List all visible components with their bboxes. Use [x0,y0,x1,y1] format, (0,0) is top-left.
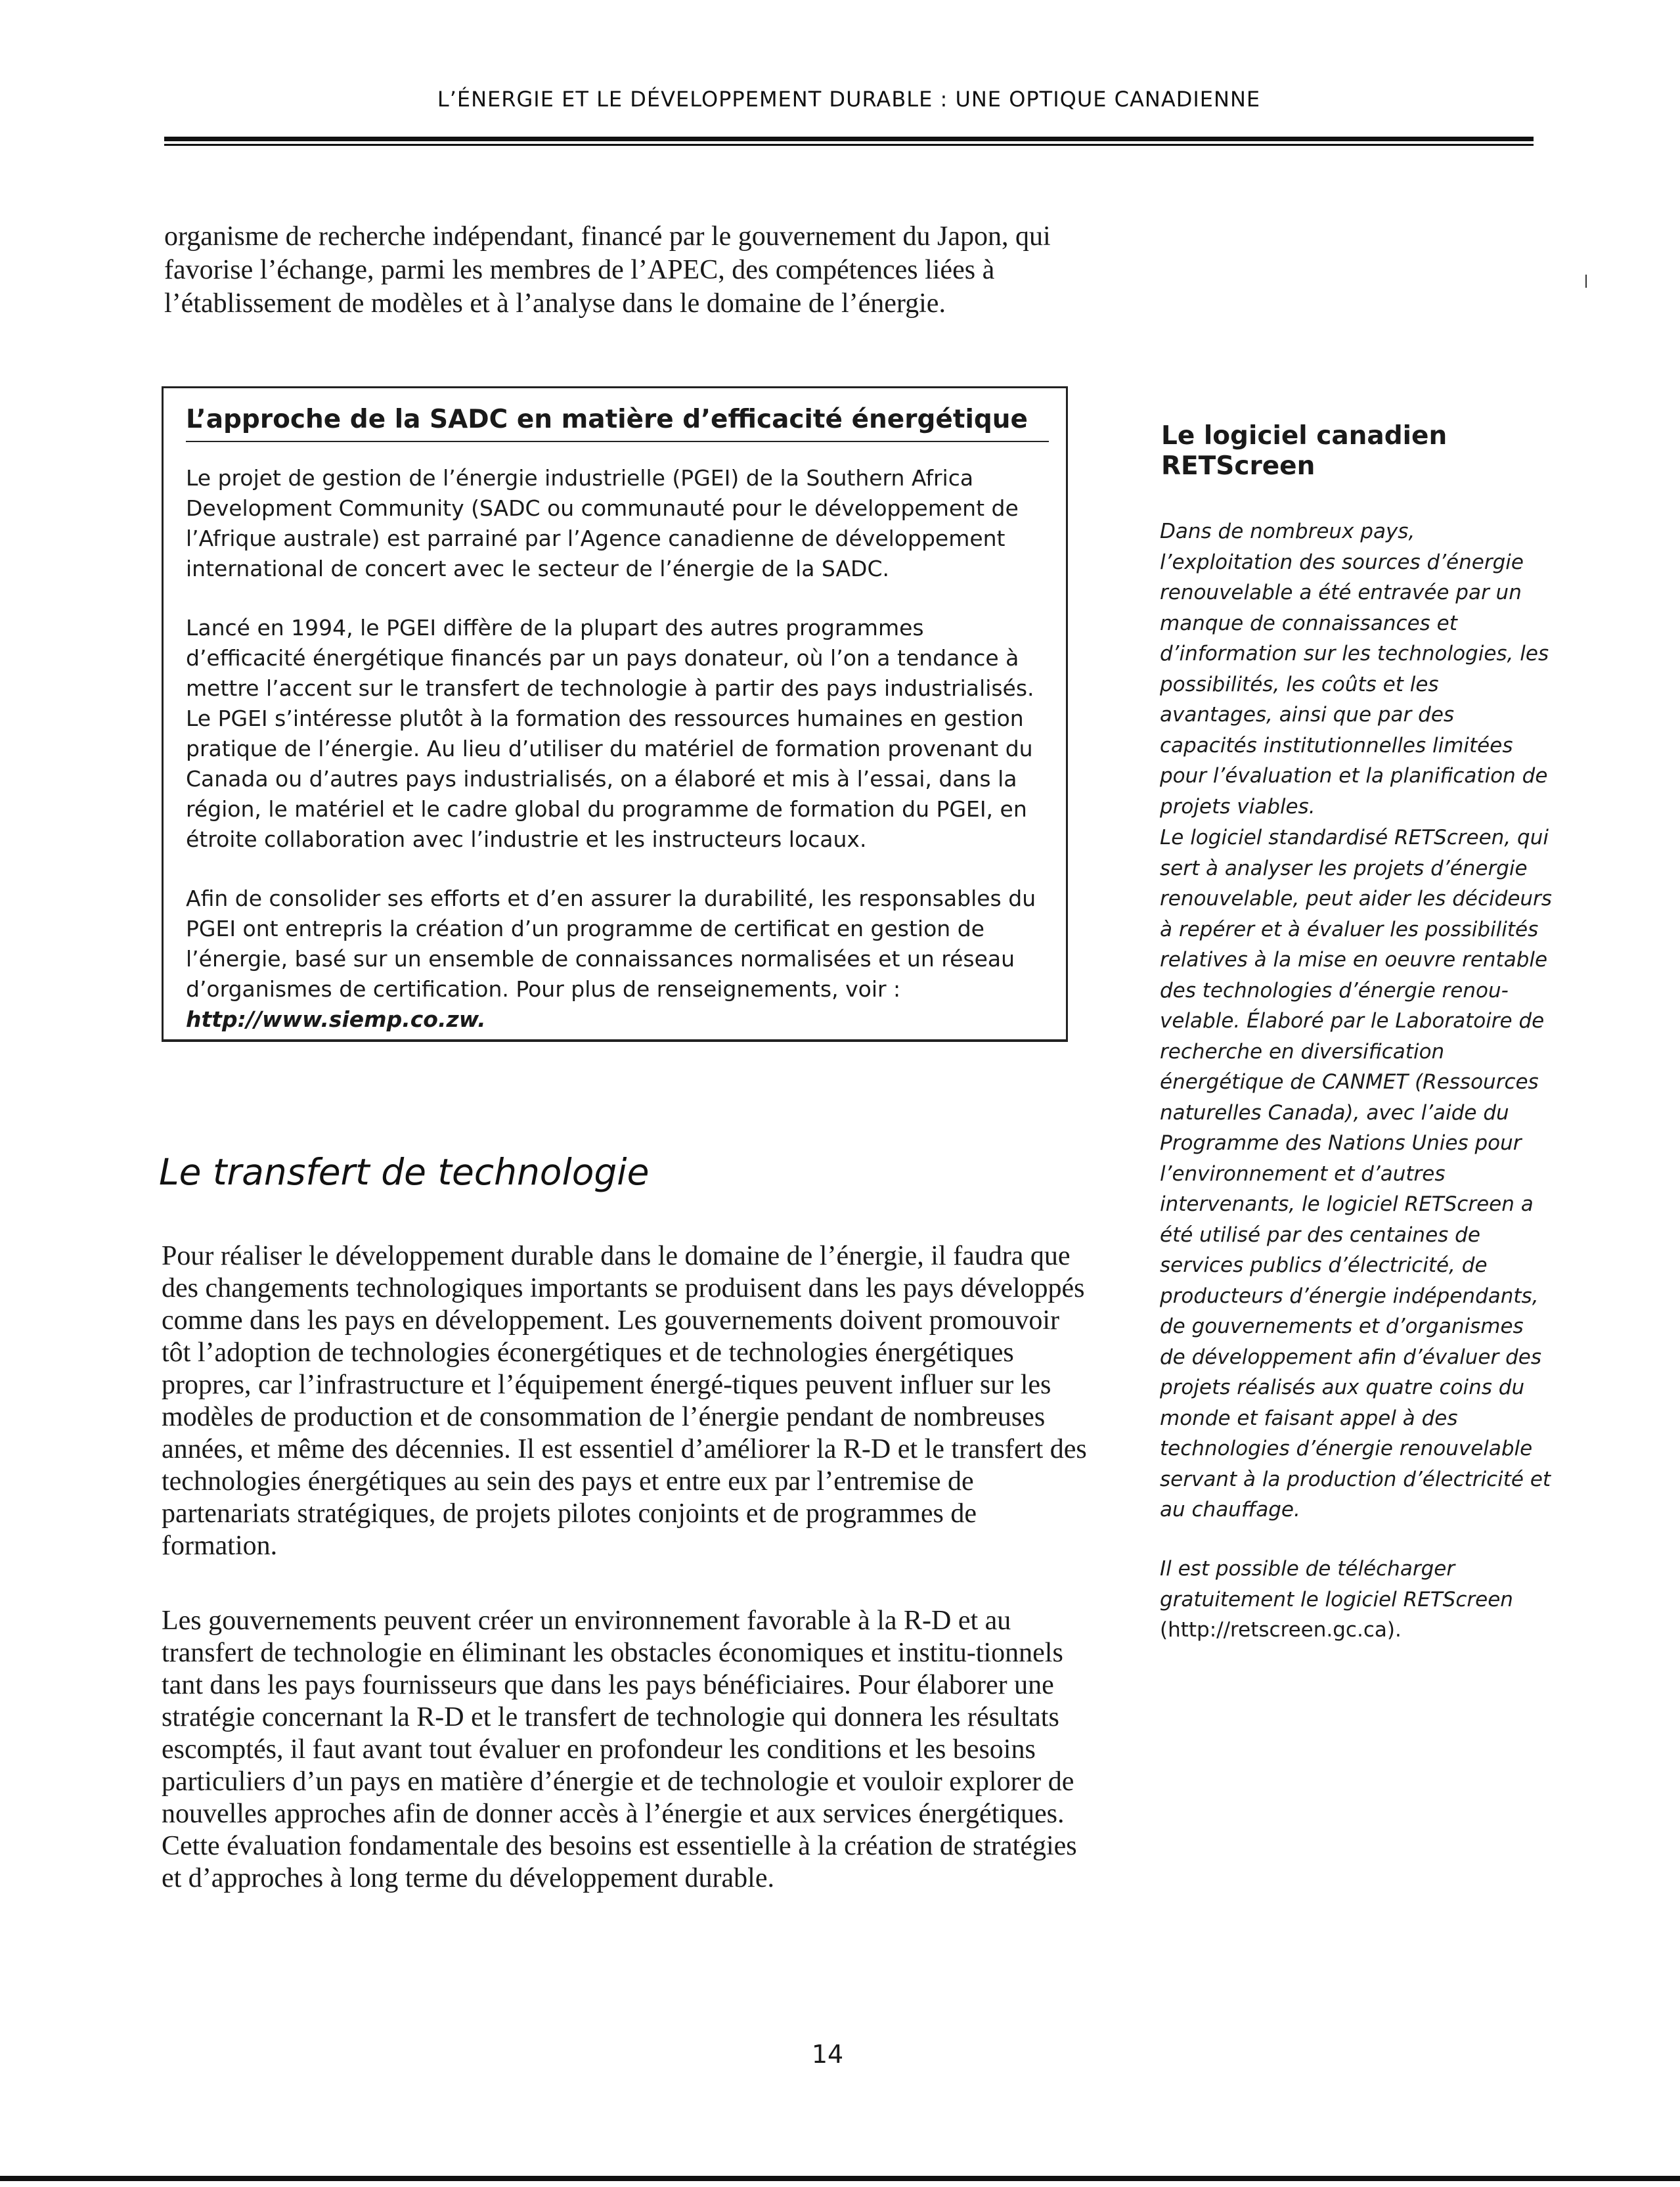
section-paragraph-2: Les gouvernements peuvent créer un environnement favorable à la R-D et au transfert de technologie en éliminant les obstacles économiques et institu-tionnels tant dans les pays fournisseurs que dans les pays bénéficiaires. Pour élaborer une stratégie concernant la R-D et le transfert de technologie qui donnera les résultats escomptés, il faut avant tout évaluer en profondeur les conditions et les besoins particuliers d’un pays en matière d’énergie et de technologie et vouloir explorer de nouvelles approches afin de donner accès à l’énergie et aux services énergétiques. Cette évaluation fondamentale des besoins est essentielle à la création de stratégies et d’approches à long terme du développement durable. [162,1606,1077,1893]
sidebar-title: Le logiciel canadien RETScreen [1161,421,1448,481]
intro-paragraph: organisme de recherche indépendant, financé par le gouvernement du Japon, qui favorise l’échange, parmi les membres de l’APEC, des compétences liées à l’établissement de modèles et à l’analyse dans le domaine de l’énergie. [164,221,1051,319]
sidebar-paragraph-3-text: Il est possible de télécharger gratuitement le logiciel RETScreen [1160,1557,1513,1612]
box-paragraph-3 [186,884,1049,1035]
sidebar-paragraph-1: Dans de nombreux pays, l’exploitation des sources d’énergie renouvelable a été entravée par un manque de connaissances et d’information sur les technologies, les possibilités, les coûts et les avantages, ainsi que par des capacités institutionnelles limitées pour l’évaluation et la planification de projets viables. [1160,520,1549,819]
section-paragraph-1: Pour réaliser le développement durable dans le domaine de l’énergie, il faudra que des changements technologiques importants se produisent dans les pays développés comme dans les pays en développement. Les gouvernements doivent promouvoir tôt l’adoption de technologies éconergétiques et de technologies énergétiques propres, car l’infrastructure et l’équipement énergé-tiques peuvent influer sur les modèles de production et de consommation de l’énergie pendant de nombreuses années, et même des décennies. Il est essentiel d’améliorer la R-D et le transfert des technologies énergétiques au sein des pays et entre eux par l’entremise de partenariats stratégiques, de projets pilotes conjoints et de programmes de formation. [162,1241,1087,1561]
bottom-rule [0,2176,1680,2181]
box-paragraph-2: Lancé en 1994, le PGEI diffère de la plupart des autres programmes d’efficacité énergétique financés par un pays donateur, où l’on a tendance à mettre l’accent sur le transfert de technologie à partir des pays industrialisés. Le PGEI s’intéresse plutôt à la formation des ressources humaines en gestion pratique de l’énergie. Au lieu d’utiliser du matériel de formation provenant du Canada ou d’autres pays industrialisés, on a élaboré et mis à l’essai, dans la région, le matériel et le cadre global du programme de formation du PGEI, en étroite collaboration avec l’industrie et les instructeurs locaux. [186,615,1034,852]
margin-mark [1585,275,1587,288]
sadc-box [162,386,1068,1042]
section-heading: Le transfert de technologie [159,1151,650,1193]
page-number: 14 [811,2040,844,2069]
header-rule-thin [164,144,1534,146]
header-rule [164,137,1534,141]
box-title: L’approche de la SADC en matière d’efficacité énergétique [186,403,1049,442]
sidebar-paragraph-3 [1160,1554,1554,1646]
sidebar-paragraph-2: Le logiciel standardisé RETScreen, qui sert à analyser les projets d’énergie renouvelable, peut aider les décideurs à repérer et à évaluer les possibilités relatives à la mise en oeuvre rentable des technologies d’énergie renou-velable. Élaboré par le Laboratoire de recherche en diversification énergétique de CANMET (Ressources naturelles Canada), avec l’aide du Programme des Nations Unies pour l’environnement et d’autres intervenants, le logiciel RETScreen a été utilisé par des centaines de services publics d’électricité, de producteurs d’énergie indépendants, de gouvernements et d’organismes de développement afin d’évaluer des projets réalisés aux quatre coins du monde et faisant appel à des technologies d’énergie renouvelable servant à la production d’électricité et au chauffage. [1160,826,1552,1522]
running-header: L’ÉNERGIE ET LE DÉVELOPPEMENT DURABLE : UNE OPTIQUE CANADIENNE [437,87,1261,112]
siemp-link[interactable]: http://www.siemp.co.zw. [186,1006,486,1032]
box-paragraph-1: Le projet de gestion de l’énergie industrielle (PGEI) de la Southern Africa Development Community (SADC ou communauté pour le développement de l’Afrique australe) est parrainé par l’Agence canadienne de développement international de concert avec le secteur de l’énergie de la SADC. [186,465,1019,581]
retscreen-link[interactable]: (http://retscreen.gc.ca). [1160,1618,1402,1642]
box-paragraph-3-text: Afin de consolider ses efforts et d’en assurer la durabilité, les responsables du PGEI ont entrepris la création d’un programme de certificat en gestion de l’énergie, basé sur un ensemble de connaissances normalisées et un réseau d’organismes de certification. Pour plus de renseignements, voir : [186,886,1036,1002]
